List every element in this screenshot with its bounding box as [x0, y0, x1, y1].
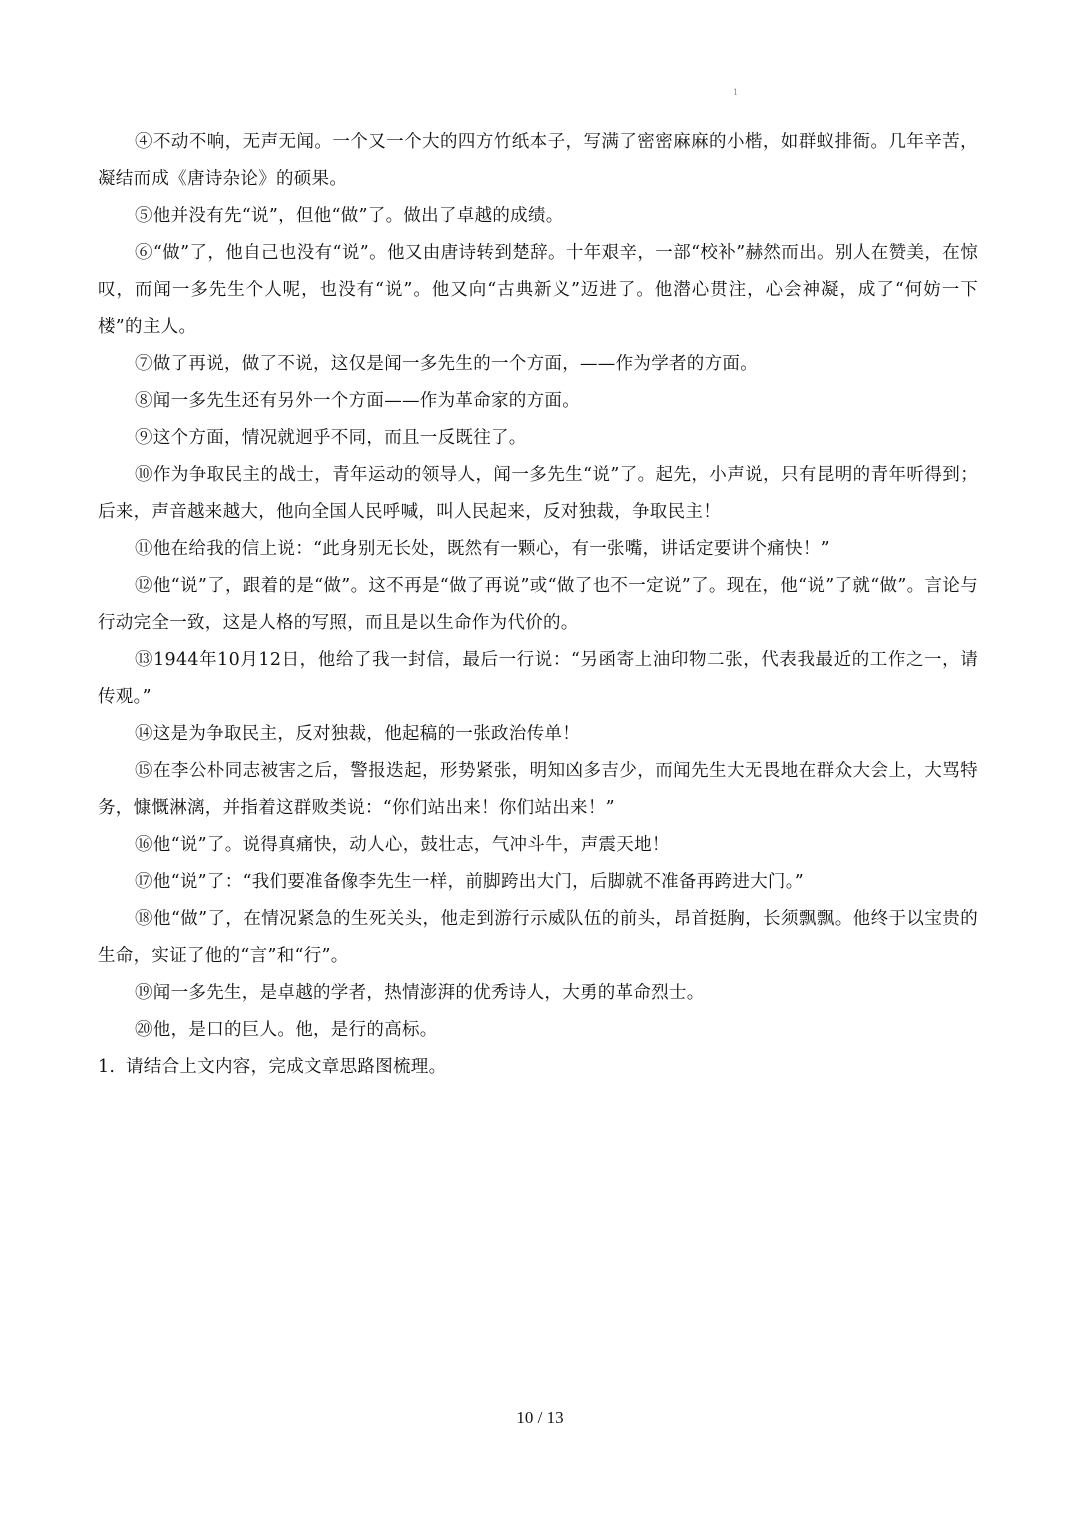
- question-text: 请结合上文内容，完成文章思路图梳理。: [126, 1057, 447, 1077]
- paragraph-11: ⑪他在给我的信上说：“此身别无长处，既然有一颗心，有一张嘴，讲话定要讲个痛快！”: [135, 539, 830, 559]
- paragraph-19: ⑲闻一多先生，是卓越的学者，热情澎湃的优秀诗人，大勇的革命烈士。: [135, 983, 705, 1003]
- paragraph-5: ⑤他并没有先“说”，但他“做”了。做出了卓越的成绩。: [135, 206, 564, 226]
- paragraph-8: ⑧闻一多先生还有另外一个方面——作为革命家的方面。: [135, 391, 580, 411]
- paragraph-20: ⑳他，是口的巨人。他，是行的高标。: [135, 1020, 438, 1040]
- paragraph-16: ⑯他“说”了。说得真痛快，动人心，鼓壮志，气冲斗牛，声震天地！: [135, 835, 670, 855]
- paragraph-6: ⑥“做”了，他自己也没有“说”。他又由唐诗转到楚辞。十年艰辛，一部“校补”赫然而出。别人在赞美，在惊叹，而闻一多先生个人呢，也没有“说”。他又向“古典新义”迈进了。他潜心贯注，心会神凝，成了“何妨一下楼”的主人。: [98, 243, 978, 337]
- paragraph-4: ④不动不响，无声无闻。一个又一个大的四方竹纸本子，写满了密密麻麻的小楷，如群蚁排衙。几年辛苦，凝结而成《唐诗杂论》的硕果。: [98, 132, 978, 189]
- question-number: 1.: [98, 1057, 116, 1077]
- question-1: [98, 1049, 978, 1086]
- paragraph-15: ⑮在李公朴同志被害之后，警报迭起，形势紧张，明知凶多吉少，而闻先生大无畏地在群众大会上，大骂特务，慷慨淋漓，并指着这群败类说：“你们站出来！你们站出来！”: [98, 761, 978, 818]
- article-body: [98, 124, 978, 1086]
- paragraph-17: ⑰他“说”了：“我们要准备像李先生一样，前脚跨出大门，后脚就不准备再跨进大门。”: [135, 872, 805, 892]
- paragraph-9: ⑨这个方面，情况就迥乎不同，而且一反既往了。: [135, 428, 527, 448]
- paragraph-14: ⑭这是为争取民主，反对独裁，他起稿的一张政治传单！: [135, 724, 580, 744]
- page-number: 10 / 13: [516, 1408, 564, 1427]
- paragraph-10: ⑩作为争取民主的战士，青年运动的领导人，闻一多先生“说”了。起先，小声说，只有昆明的青年听得到；后来，声音越来越大，他向全国人民呼喊，叫人民起来，反对独裁，争取民主！: [98, 465, 978, 522]
- paragraph-18: ⑱他“做”了，在情况紧急的生死关头，他走到游行示威队伍的前头，昂首挺胸，长须飘飘。他终于以宝贵的生命，实证了他的“言”和“行”。: [98, 909, 978, 966]
- paragraph-13: ⑬1944年10月12日，他给了我一封信，最后一行说：“另函寄上油印物二张，代表我最近的工作之一，请传观。”: [98, 650, 978, 707]
- paragraph-12: ⑫他“说”了，跟着的是“做”。这不再是“做了再说”或“做了也不一定说”了。现在，他“说”了就“做”。言论与行动完全一致，这是人格的写照，而且是以生命作为代价的。: [98, 576, 978, 633]
- header-mark: 1: [733, 88, 739, 97]
- paragraph-7: ⑦做了再说，做了不说，这仅是闻一多先生的一个方面，——作为学者的方面。: [135, 354, 758, 374]
